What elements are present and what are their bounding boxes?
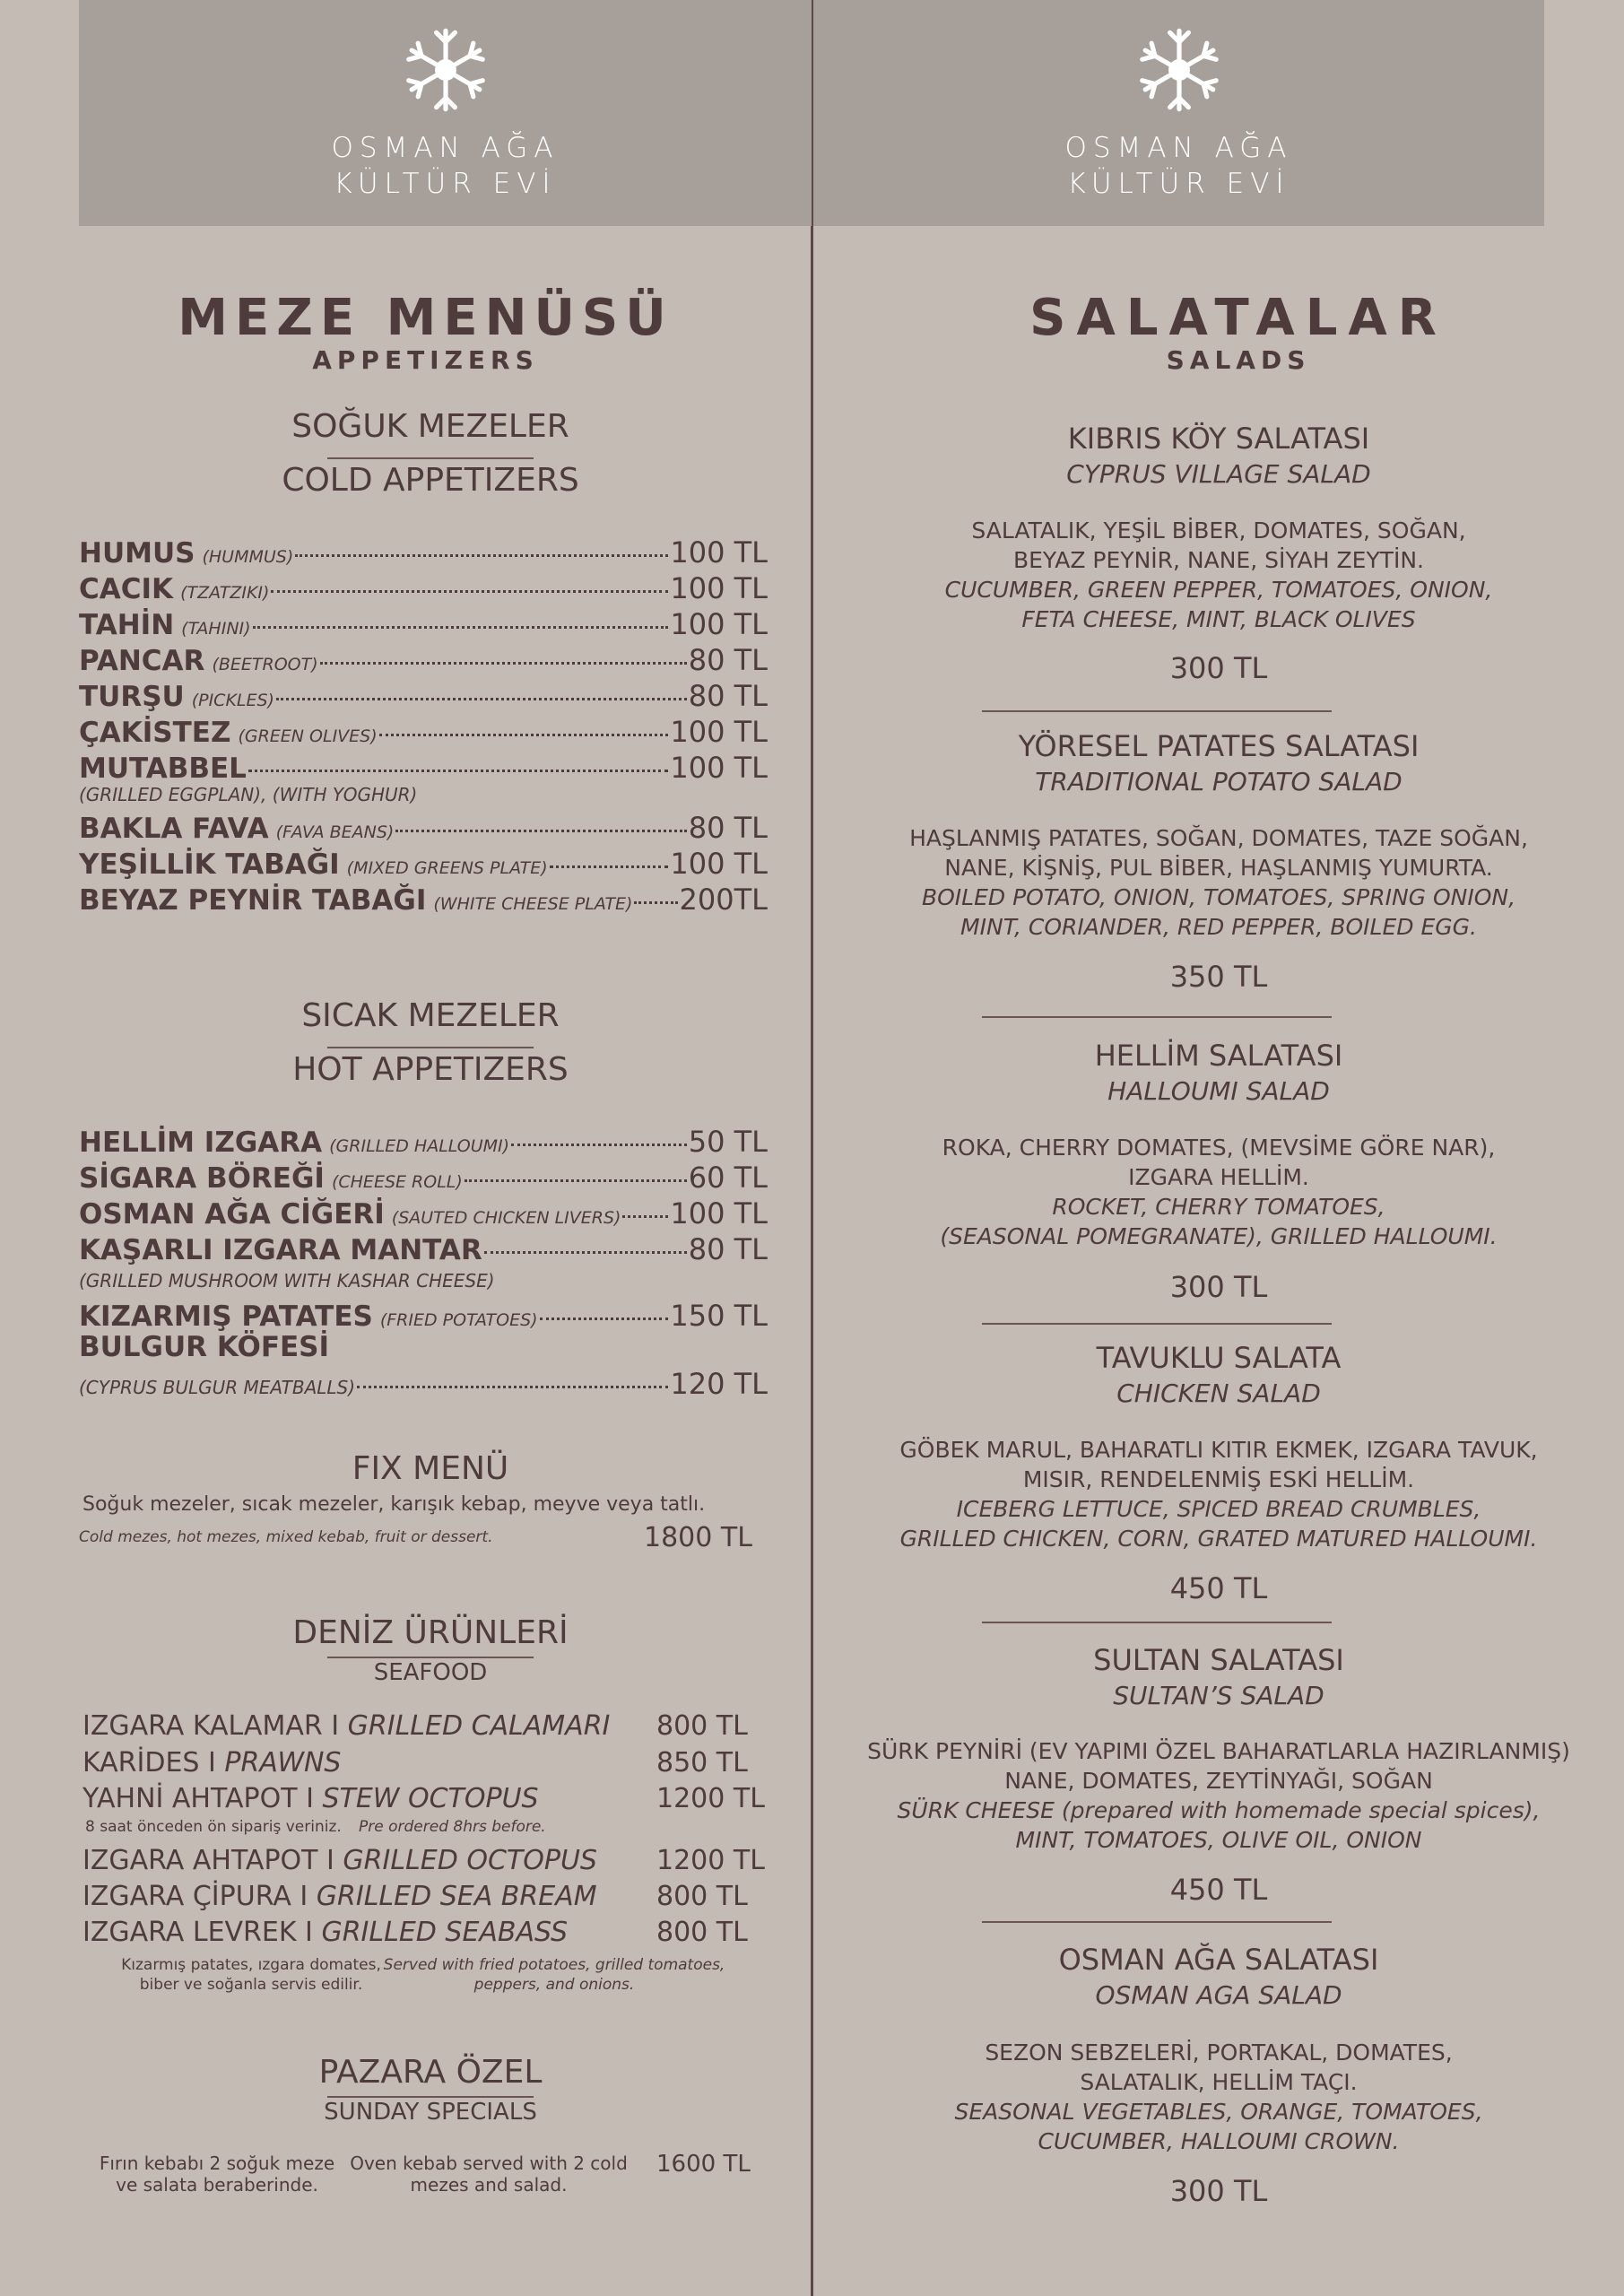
seafood-item (83, 1783, 539, 1814)
served-note (108, 1955, 395, 1995)
salad-price: 300 TL (1169, 651, 1268, 685)
item-note: (GRILLED EGGPLAN), (WITH YOGHUR) (79, 784, 418, 805)
salad-desc-line: (SEASONAL POMEGRANATE), GRILLED HALLOUMI. (940, 1223, 1498, 1249)
item-name: BAKLA FAVA (79, 813, 269, 845)
item-price: 80 TL (688, 1232, 768, 1266)
hot-section-title-en: HOT APPETIZERS (292, 1051, 569, 1088)
seafood-price: 800 TL (656, 1710, 748, 1742)
salad-price: 300 TL (1169, 2174, 1268, 2208)
cold-section-title: SOĞUK MEZELER (291, 408, 569, 445)
item-price: 100 TL (670, 607, 768, 641)
salad-desc-line: MISIR, RENDELENMİŞ ESKİ HELLİM. (1022, 1466, 1415, 1492)
salad-desc-line: CUCUMBER, HALLOUMI CROWN. (1038, 2128, 1400, 2154)
item-name: SİGARA BÖREĞİ (79, 1162, 325, 1195)
menu-item (79, 643, 768, 679)
cold-section-title-en: COLD APPETIZERS (282, 462, 579, 499)
seafood-name: IZGARA ÇİPURA I (83, 1881, 317, 1912)
item-price: 80 TL (688, 643, 768, 677)
seafood-item (83, 1917, 568, 1948)
menu-item (79, 1196, 768, 1232)
item-name: BULGUR KÖFESİ (79, 1331, 330, 1363)
item-name: HUMUS (79, 537, 195, 570)
seafood-name-en: GRILLED SEA BREAM (316, 1881, 597, 1912)
salad-name: OSMAN AĞA SALATASI (1058, 1943, 1379, 1977)
seafood-name: IZGARA LEVREK I (83, 1917, 322, 1948)
dot-leader (622, 1215, 668, 1218)
menu-item-note-row (79, 1367, 768, 1403)
seafood-price: 1200 TL (656, 1845, 765, 1876)
salad-price: 300 TL (1169, 1270, 1268, 1304)
salad-desc-line: NANE, DOMATES, ZEYTİNYAĞI, SOĞAN (1004, 1768, 1433, 1794)
seafood-item (83, 1747, 341, 1779)
fix-menu-price: 1800 TL (644, 1522, 752, 1553)
item-name-en: (SAUTED CHICKEN LIVERS) (391, 1208, 621, 1228)
salad-divider (982, 1921, 1332, 1923)
dot-leader (511, 1144, 687, 1146)
menu-item (79, 811, 768, 847)
sunday-desc-line: Oven kebab served with 2 cold (350, 2152, 628, 2174)
brand-line-2: KÜLTÜR EVİ (334, 168, 557, 200)
salad-desc-line: BOILED POTATO, ONION, TOMATOES, SPRING ONION, (921, 884, 1516, 910)
seafood-item (83, 1845, 597, 1876)
seafood-name: IZGARA KALAMAR I (83, 1710, 348, 1742)
item-name: HELLİM IZGARA (79, 1126, 323, 1159)
seafood-price: 1200 TL (656, 1783, 765, 1814)
menu-item (79, 571, 768, 607)
salad-name-en: HALLOUMI SALAD (1107, 1076, 1330, 1106)
item-name-en: (CHEESE ROLL) (331, 1172, 463, 1192)
item-note: (GRILLED MUSHROOM WITH KASHAR CHEESE) (79, 1270, 495, 1292)
salad-desc-line: IZGARA HELLİM. (1128, 1164, 1309, 1190)
salad-name-en: CYPRUS VILLAGE SALAD (1066, 459, 1371, 489)
item-name-en: (GRILLED HALLOUMI) (329, 1136, 510, 1156)
item-name-en: (TAHINI) (181, 619, 251, 639)
salad-name-en: SULTAN’S SALAD (1113, 1681, 1324, 1710)
item-price: 100 TL (670, 571, 768, 605)
dot-leader (550, 865, 669, 868)
salad-desc-line: MINT, CORIANDER, RED PEPPER, BOILED EGG. (960, 914, 1477, 940)
seafood-name-en: PRAWNS (224, 1747, 342, 1779)
item-name: OSMAN AĞA CİĞERİ (79, 1198, 385, 1231)
item-name: KAŞARLI IZGARA MANTAR (79, 1234, 482, 1266)
item-name: PANCAR (79, 645, 205, 677)
menu-item (79, 1331, 527, 1367)
salad-divider (982, 1622, 1332, 1623)
sunday-title-en: SUNDAY SPECIALS (324, 2099, 537, 2126)
served-note-line: biber ve soğanla servis edilir. (139, 1976, 363, 1994)
salad-desc-line: FETA CHEESE, MINT, BLACK OLIVES (1021, 606, 1416, 632)
item-price: 120 TL (670, 1367, 768, 1401)
served-note-line: peppers, and onions. (473, 1976, 635, 1994)
salad-desc-line: NANE, KİŞNİŞ, PUL BİBER, HAŞLANMIŞ YUMURTA. (944, 855, 1493, 881)
served-note-line: Kızarmış patates, ızgara domates, (121, 1956, 381, 1974)
menu-item (79, 535, 768, 571)
item-price: 100 TL (670, 751, 768, 785)
dot-leader (276, 698, 687, 700)
menu-item (79, 607, 768, 643)
menu-item (79, 751, 768, 787)
dot-leader (271, 590, 668, 593)
item-name: MUTABBEL (79, 752, 247, 785)
dot-leader (465, 1179, 687, 1182)
salad-desc-line: HAŞLANMIŞ PATATES, SOĞAN, DOMATES, TAZE SOĞAN, (909, 825, 1528, 851)
salad-desc (813, 2038, 1624, 2156)
salad-desc (813, 823, 1624, 942)
salad-name-en: OSMAN AGA SALAD (1095, 1980, 1342, 2010)
sunday-desc-line: mezes and salad. (410, 2174, 568, 2196)
hot-section-title: SICAK MEZELER (301, 997, 560, 1034)
seafood-title: DENİZ ÜRÜNLERİ (292, 1614, 569, 1651)
salad-name-en: CHICKEN SALAD (1116, 1378, 1321, 1408)
item-price: 150 TL (670, 1299, 768, 1333)
dot-leader (320, 662, 687, 665)
brand-line-1: OSMAN AĞA (1064, 132, 1293, 164)
salads-title: SALATALAR (1029, 289, 1447, 347)
salad-desc-line: SEZON SEBZELERİ, PORTAKAL, DOMATES, (985, 2039, 1453, 2066)
fix-menu-desc-en: Cold mezes, hot mezes, mixed kebab, fruit or dessert. (79, 1528, 493, 1546)
seafood-price: 800 TL (656, 1917, 748, 1948)
dot-leader (295, 554, 668, 557)
seafood-name: IZGARA AHTAPOT I (83, 1845, 343, 1876)
salad-desc-line: ROKA, CHERRY DOMATES, (MEVSİME GÖRE NAR), (942, 1135, 1496, 1161)
salad-desc (813, 1435, 1624, 1553)
item-name-en: (HUMMUS) (202, 547, 294, 567)
seafood-name: YAHNİ AHTAPOT I (83, 1783, 323, 1814)
item-note: (CYPRUS BULGUR MEATBALLS) (79, 1377, 356, 1398)
snowflake-logo-icon (1133, 23, 1226, 117)
item-price: 100 TL (670, 847, 768, 881)
brand-line-2: KÜLTÜR EVİ (1067, 168, 1290, 200)
dot-leader (540, 1318, 669, 1320)
seafood-name-en: GRILLED OCTOPUS (343, 1845, 597, 1876)
fix-menu-desc: Soğuk mezeler, sıcak mezeler, karışık kebap, meyve veya tatlı. (83, 1493, 706, 1516)
item-name-en: (TZATZIKI) (180, 583, 270, 603)
sunday-desc-en (341, 2152, 637, 2196)
sunday-price: 1600 TL (656, 2151, 751, 2178)
sunday-title: PAZARA ÖZEL (318, 2054, 543, 2091)
right-page (813, 0, 1624, 2296)
preorder-note-en: Pre ordered 8hrs before. (359, 1818, 546, 1836)
menu-item (79, 1299, 768, 1335)
item-name: CACIK (79, 573, 174, 605)
salad-desc-line: ROCKET, CHERRY TOMATOES, (1052, 1194, 1385, 1220)
salad-divider (982, 1016, 1332, 1018)
brand-line-1: OSMAN AĞA (331, 132, 560, 164)
salad-name: TAVUKLU SALATA (1096, 1341, 1342, 1375)
item-name: TURŞU (79, 681, 185, 713)
meze-menu-title: MEZE MENÜSÜ (178, 289, 673, 347)
item-name: ÇAKİSTEZ (79, 717, 231, 749)
seafood-price: 850 TL (656, 1747, 748, 1779)
salad-desc-line: ICEBERG LETTUCE, SPICED BREAD CRUMBLES, (956, 1496, 1481, 1522)
salad-desc-line: SALATALIK, HELLİM TAÇI. (1080, 2069, 1358, 2095)
snowflake-logo-icon (399, 23, 492, 117)
salad-desc-line: GRILLED CHICKEN, CORN, GRATED MATURED HALLOUMI. (899, 1526, 1538, 1552)
seafood-name-en: STEW OCTOPUS (322, 1783, 539, 1814)
item-price: 200TL (679, 883, 768, 917)
brand-name (813, 130, 1544, 202)
dot-leader (484, 1251, 687, 1254)
salad-name: SULTAN SALATASI (1093, 1643, 1344, 1677)
served-note-line: Served with fried potatoes, grilled tomatoes, (383, 1956, 725, 1974)
item-name-en: (BEETROOT) (212, 655, 318, 674)
item-price: 100 TL (670, 535, 768, 570)
dot-leader (634, 901, 677, 904)
seafood-name-en: GRILLED SEABASS (321, 1917, 569, 1948)
salad-desc (813, 516, 1624, 634)
served-note-en (375, 1955, 734, 1995)
menu-item (79, 1161, 768, 1196)
menu-item (79, 1232, 768, 1268)
salad-divider (982, 710, 1332, 712)
item-price: 80 TL (688, 811, 768, 845)
dot-leader (395, 830, 686, 832)
item-name-en: (PICKLES) (191, 691, 274, 710)
salad-desc (813, 1736, 1624, 1855)
salad-desc-line: GÖBEK MARUL, BAHARATLI KITIR EKMEK, IZGARA TAVUK, (899, 1437, 1538, 1463)
section-rule (327, 457, 534, 459)
item-name-en: (GREEN OLIVES) (238, 726, 378, 746)
dot-leader (248, 770, 668, 772)
salad-price: 350 TL (1169, 960, 1268, 994)
item-price: 100 TL (670, 1196, 768, 1231)
item-price: 100 TL (670, 715, 768, 749)
seafood-title-en: SEAFOOD (373, 1659, 488, 1686)
salad-desc-line: BEYAZ PEYNİR, NANE, SİYAH ZEYTİN. (1012, 547, 1425, 573)
menu-item (79, 679, 768, 715)
item-name-en: (WHITE CHEESE PLATE) (433, 894, 633, 914)
sunday-desc-line: ve salata beraberinde. (116, 2174, 318, 2196)
salad-divider (982, 1323, 1332, 1325)
menu-item (79, 847, 768, 883)
salads-subtitle: SALADS (1166, 345, 1311, 375)
section-rule (327, 1047, 534, 1048)
fix-menu-title: FIX MENÜ (352, 1450, 509, 1487)
salad-name: KIBRIS KÖY SALATASI (1067, 422, 1370, 456)
seafood-item (83, 1881, 597, 1912)
seafood-name-en: GRILLED CALAMARI (347, 1710, 611, 1742)
item-price: 50 TL (688, 1125, 768, 1159)
item-name: YEŞİLLİK TABAĞI (79, 848, 340, 881)
header-band (79, 0, 812, 226)
salad-name: HELLİM SALATASI (1094, 1039, 1343, 1073)
appetizers-subtitle: APPETIZERS (312, 345, 539, 375)
preorder-note: 8 saat önceden ön sipariş veriniz. (85, 1818, 342, 1836)
salad-desc-line: SÜRK PEYNİRİ (EV YAPIMI ÖZEL BAHARATLARLA HAZIRLANMIŞ) (867, 1738, 1570, 1764)
section-rule (327, 1657, 534, 1658)
item-name: BEYAZ PEYNİR TABAĞI (79, 884, 427, 917)
item-name: TAHİN (79, 609, 175, 641)
brand-name (79, 130, 812, 202)
menu-item (79, 715, 768, 751)
salad-desc-line: SALATALIK, YEŞİL BİBER, DOMATES, SOĞAN, (971, 517, 1466, 544)
item-price: 80 TL (688, 679, 768, 713)
salad-price: 450 TL (1169, 1873, 1268, 1907)
item-name: KIZARMIŞ PATATES (79, 1300, 373, 1333)
item-name-en: (FRIED POTATOES) (379, 1310, 538, 1330)
sunday-desc (83, 2152, 352, 2196)
item-name-en: (MIXED GREENS PLATE) (346, 858, 548, 878)
item-price: 60 TL (688, 1161, 768, 1195)
dot-leader (357, 1386, 668, 1388)
salad-desc-line: MINT, TOMATOES, OLIVE OIL, ONION (1015, 1827, 1422, 1853)
seafood-price: 800 TL (656, 1881, 748, 1912)
seafood-name: KARİDES I (83, 1747, 225, 1779)
salad-desc-line: SEASONAL VEGETABLES, ORANGE, TOMATOES, (954, 2099, 1483, 2125)
item-name-en: (FAVA BEANS) (275, 822, 395, 842)
salad-desc (813, 1133, 1624, 1251)
dot-leader (379, 734, 669, 736)
menu-item (79, 883, 768, 918)
salad-name: YÖRESEL PATATES SALATASI (1018, 729, 1420, 763)
sunday-desc-line: Fırın kebabı 2 soğuk meze (99, 2152, 335, 2174)
seafood-item (83, 1710, 610, 1742)
salad-price: 450 TL (1169, 1571, 1268, 1605)
dot-leader (253, 626, 669, 629)
menu-item (79, 1125, 768, 1161)
header-band (813, 0, 1544, 226)
section-rule (327, 2096, 534, 2098)
salad-desc-line: CUCUMBER, GREEN PEPPER, TOMATOES, ONION, (944, 577, 1493, 603)
salad-desc-line: SÜRK CHEESE (prepared with homemade special spices), (897, 1797, 1541, 1823)
salad-name-en: TRADITIONAL POTATO SALAD (1035, 767, 1403, 796)
